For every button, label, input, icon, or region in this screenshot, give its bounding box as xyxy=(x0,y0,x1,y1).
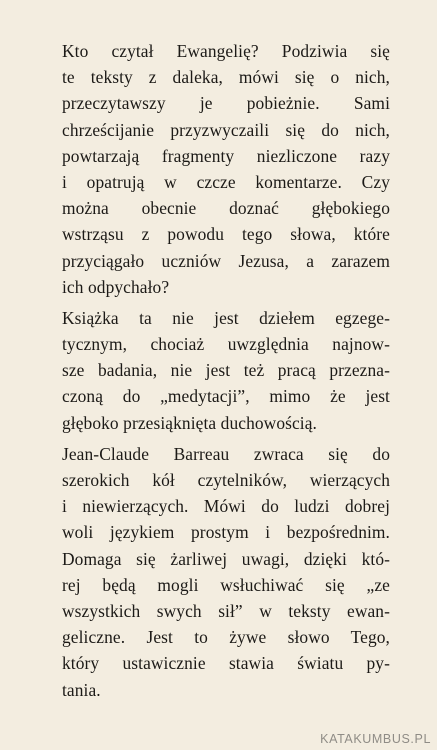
text-line: te teksty z daleka, mówi się o nich, xyxy=(62,67,390,88)
text-line: chrześcijanie przyzwyczaili się do nich, xyxy=(62,119,390,140)
text-line: który ustawicznie stawia światu py- xyxy=(62,653,390,674)
text-line: tycznym, chociaż uwzględnia najnow- xyxy=(62,334,390,355)
text-line: Jean-Claude Barreau zwraca się do xyxy=(62,443,390,464)
text-line: ich odpychało? xyxy=(62,276,170,297)
text-line: Domaga się żarliwej uwagi, dzięki któ- xyxy=(62,548,390,569)
paragraph-2 xyxy=(62,305,390,436)
body-text xyxy=(62,38,390,703)
watermark: KATAKUMBUS.PL xyxy=(320,732,431,746)
text-line: czoną do „medytacji”, mimo że jest xyxy=(62,386,390,407)
text-line: głęboko przesiąknięta duchowością. xyxy=(62,412,317,433)
text-line: Kto czytał Ewangelię? Podziwia się xyxy=(62,41,390,61)
text-line: i opatrują w czcze komentarze. Czy xyxy=(62,171,390,192)
paragraph-1 xyxy=(62,38,390,300)
text-line: szerokich kół czytelników, wierzących xyxy=(62,470,390,490)
text-line: tania. xyxy=(62,679,101,700)
text-line: sze badania, nie jest też pracą przezna- xyxy=(62,360,390,381)
text-line: woli językiem prostym i bezpośrednim. xyxy=(62,522,390,543)
text-line: przeczytawszy je pobieżnie. Sami xyxy=(62,93,390,114)
text-line: Książka ta nie jest dziełem egzege- xyxy=(62,307,390,328)
text-line: można obecnie doznać głębokiego xyxy=(62,198,390,219)
text-line: i niewierzących. Mówi do ludzi dobrej xyxy=(62,496,390,517)
text-line: wszystkich swych sił” w teksty ewan- xyxy=(62,600,390,621)
text-line: przyciągało uczniów Jezusa, a zarazem xyxy=(62,250,390,271)
text-line: geliczne. Jest to żywe słowo Tego, xyxy=(62,627,390,648)
text-line: powtarzają fragmenty niezliczone razy xyxy=(62,145,390,166)
text-line: rej będą mogli wsłuchiwać się „ze xyxy=(62,574,390,595)
paragraph-3 xyxy=(62,441,390,703)
text-line: wstrząsu z powodu tego słowa, które xyxy=(62,224,390,245)
